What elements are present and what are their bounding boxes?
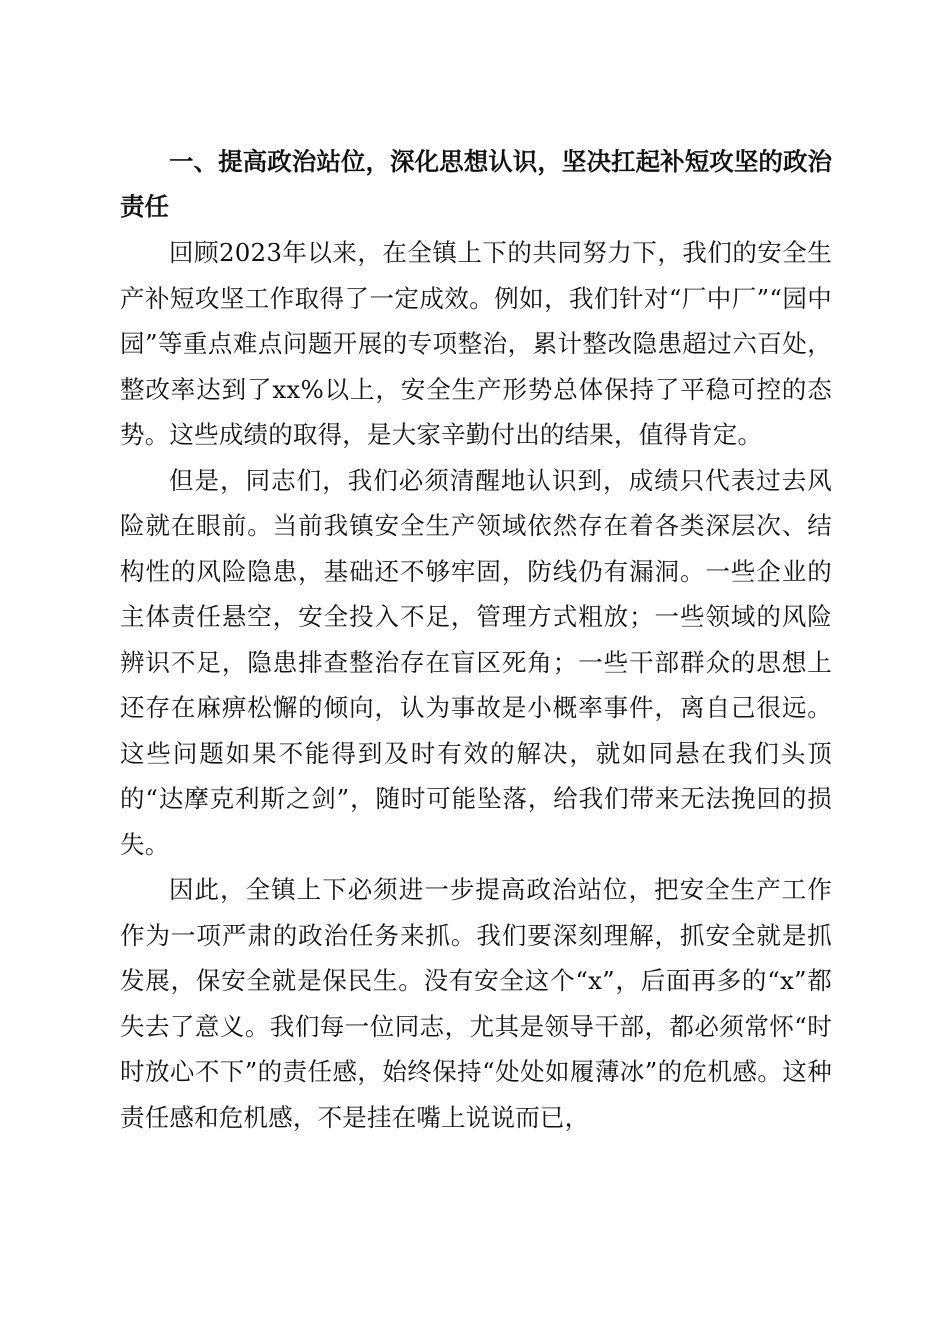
paragraph-review: 回顾2023年以来，在全镇上下的共同努力下，我们的安全生产补短攻坚工作取得了一定成效。例如，我们针对“厂中厂”“园中园”等重点难点问题开展的专项整治，累计整改隐患超过六百处，整改率达到了xx%以上，安全生产形势总体保持了平稳可控的态势。这些成绩的取得，是大家辛勤付出的结果，值得肯定。: [120, 238, 832, 449]
paragraph-responsibility: 因此，全镇上下必须进一步提高政治站位，把安全生产工作作为一项严肃的政治任务来抓。我们要深刻理解，抓安全就是抓发展，保安全就是保民生。没有安全这个“x”，后面再多的“x”都失去了意义。我们每一位同志，尤其是领导干部，都必须常怀“时时放心不下”的责任感，始终保持“处处如履薄冰”的危机感。这种责任感和危机感，不是挂在嘴上说说而已，: [120, 875, 832, 1132]
paragraph-risks: 但是，同志们，我们必须清醒地认识到，成绩只代表过去风险就在眼前。当前我镇安全生产领域依然存在着各类深层次、结构性的风险隐患，基础还不够牢固，防线仍有漏洞。一些企业的主体责任悬空，安全投入不足，管理方式粗放；一些领域的风险辨识不足，隐患排查整治存在盲区死角；一些干部群众的思想上还存在麻痹松懈的倾向，认为事故是小概率事件，离自己很远。这些问题如果不能得到及时有效的解决，就如同悬在我们头顶的“达摩克利斯之剑”，随时可能坠落，给我们带来无法挽回的损失。: [120, 465, 832, 859]
document-body: [120, 139, 832, 1140]
section-heading: 一、提高政治站位，深化思想认识，坚决扛起补短攻坚的政治责任: [120, 147, 832, 221]
